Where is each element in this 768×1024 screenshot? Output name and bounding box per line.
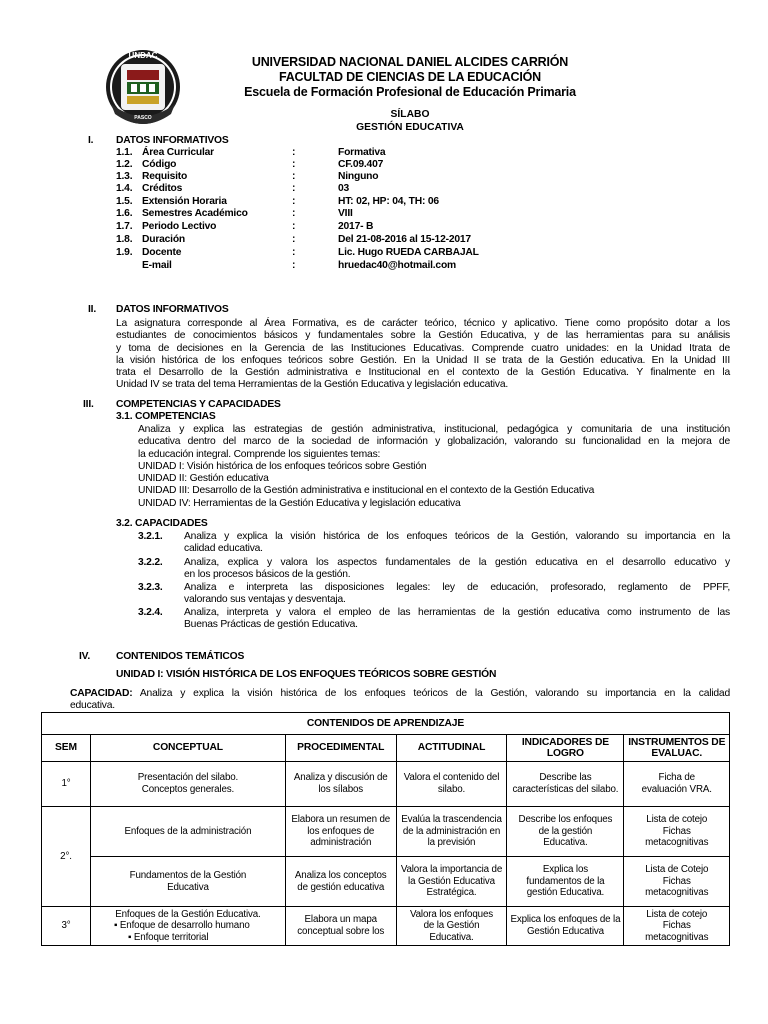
unit-line: UNIDAD I: Visión histórica de los enfoques teóricos sobre Gestión bbox=[138, 460, 427, 472]
info-sep: : bbox=[292, 159, 296, 170]
info-row bbox=[116, 247, 536, 259]
paragraph-line: estudiantes de conocimientos básicos y fundamentales sobre la Gestión Educativa, y de las herramientas para su análisis bbox=[116, 330, 730, 342]
section-1-title: DATOS INFORMATIVOS bbox=[116, 135, 229, 146]
capacidad-number: 3.2.3. bbox=[138, 582, 163, 593]
info-num: 1.7. bbox=[116, 221, 133, 232]
paragraph-line: Analiza, explica y valora los aspectos fundamentales de la gestión educativa en el desarrollo educativo y bbox=[184, 557, 730, 568]
header-conceptual: CONCEPTUAL bbox=[90, 735, 285, 762]
capacidades-title: 3.2. CAPACIDADES bbox=[116, 518, 208, 529]
info-sep: : bbox=[292, 247, 296, 258]
info-value: VIII bbox=[338, 208, 353, 219]
capacidad-number: 3.2.2. bbox=[138, 557, 163, 568]
cell-instrumentos: Lista de cotejo Fichas metacognitivas bbox=[624, 907, 730, 946]
paragraph-line: La asignatura corresponde al Área Formativa, es de carácter teórico, técnico y aplicativo. Tiene como propósito dotar a los bbox=[116, 318, 730, 329]
capacidad-statement bbox=[70, 688, 730, 713]
header-sem: SEM bbox=[42, 735, 91, 762]
info-num: 1.3. bbox=[116, 171, 133, 182]
cell-indicadores: Describe los enfoques de la gestión Educativa. bbox=[507, 807, 624, 857]
cell-indicadores: Explica los fundamentos de la gestión Educativa. bbox=[507, 857, 624, 907]
capacidad-label: CAPACIDAD: bbox=[70, 688, 133, 699]
competencias-title: 3.1. COMPETENCIAS bbox=[116, 411, 216, 422]
capacidad-item bbox=[184, 557, 730, 582]
info-row bbox=[116, 147, 536, 159]
capacidad-item bbox=[184, 607, 730, 632]
info-sep: : bbox=[292, 147, 296, 158]
info-label: Periodo Lectivo bbox=[142, 221, 217, 232]
school-name: Escuela de Formación Profesional de Educación Primaria bbox=[244, 85, 576, 99]
bullet-text: Enfoque de desarrollo humano bbox=[119, 920, 250, 932]
table-title-row bbox=[42, 713, 730, 735]
info-row bbox=[116, 221, 536, 233]
paragraph-line: la educación integral. Comprende los siguientes temas: bbox=[138, 448, 381, 460]
capacidad-item bbox=[184, 531, 730, 556]
info-value: Formativa bbox=[338, 147, 386, 158]
unit-line: UNIDAD II: Gestión educativa bbox=[138, 473, 269, 485]
capacidad-line: educativa. bbox=[70, 700, 115, 712]
info-num: 1.6. bbox=[116, 208, 133, 219]
unit-line: UNIDAD III: Desarrollo de la Gestión administrativa e institucional en el contexto de la Gestión Educativa bbox=[138, 485, 595, 497]
cell-conceptual bbox=[90, 907, 285, 946]
paragraph-line: y toma de decisiones en la Gerencia de las Instituciones Educativas. Comprende cuatro unidades: en la Unidad Itrata de bbox=[116, 342, 730, 354]
info-label: Semestres Académico bbox=[142, 208, 248, 219]
info-num: 1.2. bbox=[116, 159, 133, 170]
info-row bbox=[116, 260, 536, 272]
course-title: GESTIÓN EDUCATIVA bbox=[356, 122, 464, 133]
paragraph-line: Analiza, interpreta y valora el empleo de las herramientas de la gestión educativa como instrumento de las bbox=[184, 607, 730, 618]
info-label: Duración bbox=[142, 234, 186, 245]
info-value: Lic. Hugo RUEDA CARBAJAL bbox=[338, 247, 479, 258]
capacidad-line bbox=[70, 688, 730, 700]
paragraph-line: Unidad IV se trata del tema Herramientas de la Gestión Educativa y legislación educativa. bbox=[116, 379, 509, 391]
contents-table bbox=[41, 712, 730, 946]
university-name: UNIVERSIDAD NACIONAL DANIEL ALCIDES CARRIÓN bbox=[251, 55, 569, 69]
cell-actitudinal: Evalúa la trascendencia de la administración en la previsión bbox=[396, 807, 507, 857]
cell-sem: 1° bbox=[42, 762, 91, 807]
info-num: 1.4. bbox=[116, 183, 133, 194]
cell-actitudinal: Valora la importancia de la Gestión Educativa Estratégica. bbox=[396, 857, 507, 907]
unit-title: UNIDAD I: VISIÓN HISTÓRICA DE LOS ENFOQUES TEÓRICOS SOBRE GESTIÓN bbox=[116, 669, 497, 680]
info-label: Créditos bbox=[142, 183, 183, 194]
info-sep: : bbox=[292, 183, 296, 194]
cell-conceptual: Presentación del silabo. Conceptos generales. bbox=[90, 762, 285, 807]
cell-actitudinal: Valora el contenido del silabo. bbox=[396, 762, 507, 807]
info-sep: : bbox=[292, 234, 296, 245]
info-row bbox=[116, 159, 536, 171]
info-row bbox=[116, 196, 536, 208]
paragraph-line: trata el Desarrollo de la Gestión administrativa e Institucional en el contexto de la Gestión Educativa. Y finalmente en la bbox=[116, 367, 730, 379]
cell-procedimental: Elabora un mapa conceptual sobre los bbox=[285, 907, 396, 946]
info-row bbox=[116, 183, 536, 195]
table-row bbox=[42, 907, 730, 946]
cell-indicadores: Explica los enfoques de la Gestión Educativa bbox=[507, 907, 624, 946]
header-actitudinal: ACTITUDINAL bbox=[396, 735, 507, 762]
section-3-title: COMPETENCIAS Y CAPACIDADES bbox=[116, 399, 281, 410]
info-value: Ninguno bbox=[338, 171, 379, 182]
cell-procedimental: Analiza y discusión de los sílabos bbox=[285, 762, 396, 807]
cell-instrumentos: Lista de Cotejo Fichas metacognitivas bbox=[624, 857, 730, 907]
capacidad-number: 3.2.1. bbox=[138, 531, 163, 542]
section-3-number: III. bbox=[83, 399, 94, 410]
info-label: Área Curricular bbox=[142, 147, 214, 158]
bullet-icon: ▪ bbox=[127, 931, 132, 943]
table-header-row bbox=[42, 735, 730, 762]
paragraph-line: en los procesos básicos de la gestión. bbox=[184, 569, 351, 581]
cell-instrumentos: Ficha de evaluación VRA. bbox=[624, 762, 730, 807]
paragraph-line: Analiza e interpreta las disposiciones legales: ley de educación, profesorado, reglamento de PPFF, bbox=[184, 582, 730, 593]
paragraph-line: educativa dentro del marco de la sociedad de información y globalización, valorando su funcionalidad en la mejora de bbox=[138, 436, 730, 448]
info-sep: : bbox=[292, 208, 296, 219]
info-value: 03 bbox=[338, 183, 350, 194]
info-value: HT: 02, HP: 04, TH: 06 bbox=[338, 196, 439, 207]
section-4-title: CONTENIDOS TEMÁTICOS bbox=[116, 651, 245, 662]
cell-conceptual: Fundamentos de la Gestión Educativa bbox=[90, 857, 285, 907]
header-instrumentos: INSTRUMENTOS DE EVALUAC. bbox=[624, 735, 730, 762]
info-num: 1.9. bbox=[116, 247, 133, 258]
info-sep: : bbox=[292, 260, 296, 271]
paragraph-line: Analiza y explica las estrategias de gestión administrativa, institucional, pedagógica y comunitaria de una institución bbox=[138, 424, 730, 435]
logo-text: UNDAC bbox=[128, 51, 158, 60]
table-title: CONTENIDOS DE APRENDIZAJE bbox=[42, 713, 730, 735]
info-label: Requisito bbox=[142, 171, 188, 182]
info-label: E-mail bbox=[142, 260, 172, 271]
document-type: SÍLABO bbox=[390, 109, 430, 120]
info-value: Del 21-08-2016 al 15-12-2017 bbox=[338, 234, 471, 245]
info-row bbox=[116, 171, 536, 183]
info-row bbox=[116, 234, 536, 246]
info-sep: : bbox=[292, 221, 296, 232]
info-value: 2017- B bbox=[338, 221, 374, 232]
cell-actitudinal: Valora los enfoques de la Gestión Educativa. bbox=[396, 907, 507, 946]
paragraph-line: la visión histórica de los enfoques teóricos sobre Gestión. En la Unidad II se trata de la Gestión educativa. En la Unidad III bbox=[116, 354, 730, 366]
cell-procedimental: Analiza los conceptos de gestión educativa bbox=[285, 857, 396, 907]
bullet-text: Enfoque territorial bbox=[133, 931, 209, 943]
cell-conceptual: Enfoques de la administración bbox=[90, 807, 285, 857]
paragraph-line: Analiza y explica la visión histórica de los enfoques teóricos de la Gestión, valorando su importancia en la bbox=[184, 531, 730, 542]
info-num: 1.8. bbox=[116, 234, 133, 245]
section-2-number: II. bbox=[88, 304, 96, 315]
capacidad-number: 3.2.4. bbox=[138, 607, 163, 618]
bullet-icon: ▪ bbox=[113, 920, 118, 932]
conceptual-topic: Enfoques de la Gestión Educativa. bbox=[115, 908, 261, 920]
capacidad-item bbox=[184, 582, 730, 607]
info-row bbox=[116, 208, 536, 220]
competencias-paragraph bbox=[138, 424, 730, 510]
bullet-item bbox=[94, 932, 282, 944]
section-4-number: IV. bbox=[79, 651, 91, 662]
info-sep: : bbox=[292, 196, 296, 207]
section-2-paragraph bbox=[116, 318, 730, 392]
bullet-item bbox=[94, 920, 282, 932]
cell-procedimental: Elabora un resumen de los enfoques de administración bbox=[285, 807, 396, 857]
info-num: 1.5. bbox=[116, 196, 133, 207]
cell-indicadores: Describe las características del silabo. bbox=[507, 762, 624, 807]
info-label: Extensión Horaria bbox=[142, 196, 227, 207]
faculty-name: FACULTAD DE CIENCIAS DE LA EDUCACIÓN bbox=[278, 70, 541, 84]
section-1-number: I. bbox=[88, 135, 94, 146]
cell-sem: 2°. bbox=[42, 807, 91, 907]
unit-line: UNIDAD IV: Herramientas de la Gestión Educativa y legislación educativa bbox=[138, 497, 461, 509]
table-row bbox=[42, 857, 730, 907]
table-row bbox=[42, 807, 730, 857]
info-num: 1.1. bbox=[116, 147, 133, 158]
info-label: Docente bbox=[142, 247, 182, 258]
paragraph-line: valorando sus ventajas y desventaja. bbox=[184, 594, 346, 606]
email-link[interactable]: hruedac40@hotmail.com bbox=[338, 260, 456, 271]
cell-sem: 3° bbox=[42, 907, 91, 946]
capacidad-text: Analiza y explica la visión histórica de los enfoques teóricos de la Gestión, valorando su importancia en la calidad bbox=[139, 688, 730, 699]
paragraph-line: calidad educativa. bbox=[184, 543, 263, 555]
table-row bbox=[42, 762, 730, 807]
info-sep: : bbox=[292, 171, 296, 182]
paragraph-line: Buenas Prácticas de gestión Educativa. bbox=[184, 619, 358, 631]
header-procedimental: PROCEDIMENTAL bbox=[285, 735, 396, 762]
info-value: CF.09.407 bbox=[338, 159, 384, 170]
cell-instrumentos: Lista de cotejo Fichas metacognitivas bbox=[624, 807, 730, 857]
section-2-title: DATOS INFORMATIVOS bbox=[116, 304, 229, 315]
logo-subtext: PASCO bbox=[134, 115, 152, 121]
header-indicadores: INDICADORES DE LOGRO bbox=[507, 735, 624, 762]
info-label: Código bbox=[142, 159, 177, 170]
